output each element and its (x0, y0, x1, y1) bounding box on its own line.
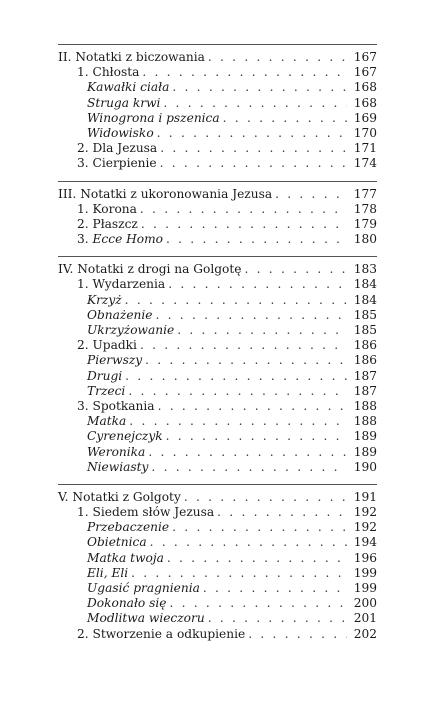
toc-chapter-entry (58, 490, 377, 505)
dot-leader (177, 323, 347, 338)
entry-title: 3. Spotkania (77, 399, 158, 414)
toc-subchapter-entry (58, 277, 377, 292)
toc-topic-entry (58, 596, 377, 611)
dot-leader (128, 384, 347, 399)
toc-topic-entry (58, 429, 377, 444)
entry-title: 2. Dla Jezusa (77, 141, 160, 156)
entry-title: 1. Wydarzenia (77, 277, 168, 292)
table-of-contents (58, 44, 377, 651)
section-gap (58, 477, 377, 484)
entry-title (77, 232, 166, 247)
entry-title: IV. Notatki z drogi na Golgotę (58, 262, 245, 277)
entry-title: Struga krwi (87, 96, 163, 111)
dot-leader (172, 520, 347, 535)
page-number: 167 (353, 50, 377, 64)
entry-title: Matka (87, 414, 129, 429)
page-number: 177 (353, 186, 377, 201)
toc-subchapter-entry (58, 217, 377, 232)
toc-topic-entry (58, 460, 377, 475)
page-number: 167 (353, 65, 377, 80)
page-number: 185 (353, 307, 377, 322)
toc-topic-entry (58, 126, 377, 141)
toc-topic-entry (58, 414, 377, 429)
dot-leader (223, 111, 347, 126)
entry-title: V. Notatki z Golgoty (58, 490, 184, 505)
toc-topic-entry (58, 96, 377, 111)
dot-leader (125, 369, 347, 384)
entry-title: Niewiasty (87, 460, 151, 475)
dot-leader (140, 202, 347, 217)
page-number: 179 (353, 216, 377, 231)
entry-title: Obnażenie (87, 308, 156, 323)
dot-leader (168, 277, 347, 292)
page-number: 199 (353, 565, 377, 580)
dot-leader (141, 217, 347, 232)
entry-title: Dokonało się (87, 596, 169, 611)
toc-subchapter-entry (58, 65, 377, 80)
dot-leader (129, 414, 347, 429)
toc-topic-entry (58, 323, 377, 338)
page-number: 186 (353, 338, 377, 353)
section-gap (58, 174, 377, 181)
page-number: 168 (353, 95, 377, 110)
entry-title: Ugasić pragnienia (87, 581, 203, 596)
entry-title: Cyrenejczyk (87, 429, 166, 444)
entry-title: Weronika (87, 445, 148, 460)
toc-topic-entry (58, 535, 377, 550)
toc-subchapter-entry (58, 627, 377, 642)
entry-title: Drugi (87, 369, 125, 384)
dot-leader (245, 262, 348, 277)
toc-topic-entry (58, 520, 377, 535)
page-number: 189 (353, 444, 377, 459)
entry-title: Matka twoja (87, 551, 167, 566)
page-number: 170 (353, 125, 377, 140)
page-number: 180 (353, 232, 377, 247)
toc-topic-entry (58, 445, 377, 460)
toc-subchapter-entry (58, 232, 377, 247)
dot-leader (145, 353, 347, 368)
entry-title: Przebaczenie (87, 520, 172, 535)
page-number: 194 (353, 535, 377, 550)
page-number: 192 (353, 505, 377, 520)
page-number: 201 (353, 611, 377, 626)
entry-title: Widowisko (87, 126, 157, 141)
toc-section (58, 256, 377, 477)
toc-subchapter-entry (58, 505, 377, 520)
toc-topic-entry (58, 566, 377, 581)
dot-leader (167, 551, 347, 566)
page-number: 171 (353, 141, 377, 156)
toc-subchapter-entry (58, 399, 377, 414)
dot-leader (160, 156, 347, 171)
page-number: 191 (353, 489, 377, 504)
page-number: 168 (353, 80, 377, 95)
toc-topic-entry (58, 369, 377, 384)
toc-section (58, 44, 377, 174)
page-number: 187 (353, 383, 377, 398)
toc-chapter-entry (58, 187, 377, 202)
entry-title: 2. Stworzenie a odkupienie (77, 627, 248, 642)
toc-topic-entry (58, 308, 377, 323)
page-number: 199 (353, 581, 377, 595)
section-gap (58, 644, 377, 651)
page-number: 174 (353, 156, 377, 171)
dot-leader (131, 566, 347, 581)
entry-title: Obietnica (87, 535, 150, 550)
entry-title: Eli, Eli (87, 566, 131, 581)
page-number: 188 (353, 414, 377, 429)
dot-leader (208, 50, 347, 65)
page-number: 183 (353, 262, 377, 277)
dot-leader (163, 96, 347, 111)
toc-section (58, 484, 377, 644)
toc-section (58, 181, 377, 250)
entry-title: 2. Płaszcz (77, 217, 141, 232)
page-number: 188 (353, 398, 377, 413)
toc-topic-entry (58, 293, 377, 308)
entry-title: Krzyż (87, 293, 125, 308)
dot-leader (160, 141, 347, 156)
dot-leader (157, 126, 347, 141)
toc-subchapter-entry (58, 156, 377, 171)
page-number: 200 (353, 596, 377, 611)
toc-topic-entry (58, 384, 377, 399)
entry-title: Modlitwa wieczoru (87, 611, 208, 626)
page-number: 169 (353, 110, 377, 125)
toc-subchapter-entry (58, 338, 377, 353)
section-gap (58, 249, 377, 256)
page-number: 178 (353, 201, 377, 216)
page-number: 185 (353, 323, 377, 337)
dot-leader (150, 535, 347, 550)
dot-leader (125, 293, 347, 308)
dot-leader (166, 232, 347, 247)
dot-leader (248, 627, 347, 642)
dot-leader (184, 490, 347, 505)
entry-title: III. Notatki z ukoronowania Jezusa (58, 187, 275, 202)
page-number: 192 (353, 520, 377, 535)
dot-leader (148, 445, 347, 460)
toc-chapter-entry (58, 50, 377, 65)
dot-leader (169, 596, 347, 611)
toc-topic-entry (58, 111, 377, 126)
page-number: 184 (353, 277, 377, 292)
entry-title: 1. Korona (77, 202, 140, 217)
dot-leader (217, 505, 347, 520)
dot-leader (158, 399, 347, 414)
toc-topic-entry (58, 353, 377, 368)
page-number: 184 (353, 292, 377, 307)
toc-chapter-entry (58, 262, 377, 277)
toc-subchapter-entry (58, 141, 377, 156)
entry-title: Ukrzyżowanie (87, 323, 177, 338)
page-number: 196 (353, 550, 377, 565)
entry-title: Trzeci (87, 384, 128, 399)
entry-title: Winogrona i pszenica (87, 111, 223, 126)
entry-title-italic: Ecce Homo (92, 232, 164, 247)
toc-topic-entry (58, 581, 377, 596)
entry-title: II. Notatki z biczowania (58, 50, 208, 65)
dot-leader (140, 338, 347, 353)
dot-leader (166, 429, 347, 444)
entry-title: 3. Cierpienie (77, 156, 160, 171)
page-number: 186 (353, 353, 377, 368)
toc-subchapter-entry (58, 202, 377, 217)
entry-title: Kawałki ciała (87, 80, 172, 95)
page-number: 189 (353, 429, 377, 444)
dot-leader (208, 611, 347, 626)
dot-leader (275, 187, 347, 202)
page-number: 202 (353, 626, 377, 641)
dot-leader (156, 308, 347, 323)
toc-topic-entry (58, 551, 377, 566)
page-number: 190 (353, 459, 377, 474)
dot-leader (172, 80, 347, 95)
toc-topic-entry (58, 80, 377, 95)
page-number: 187 (353, 368, 377, 383)
entry-title: 1. Chłosta (77, 65, 142, 80)
entry-title: 2. Upadki (77, 338, 140, 353)
dot-leader (151, 460, 347, 475)
entry-title: 1. Siedem słów Jezusa (77, 505, 217, 520)
dot-leader (142, 65, 347, 80)
entry-title: Pierwszy (87, 353, 145, 368)
toc-topic-entry (58, 611, 377, 626)
dot-leader (203, 581, 347, 596)
entry-number: 3. (77, 232, 93, 247)
